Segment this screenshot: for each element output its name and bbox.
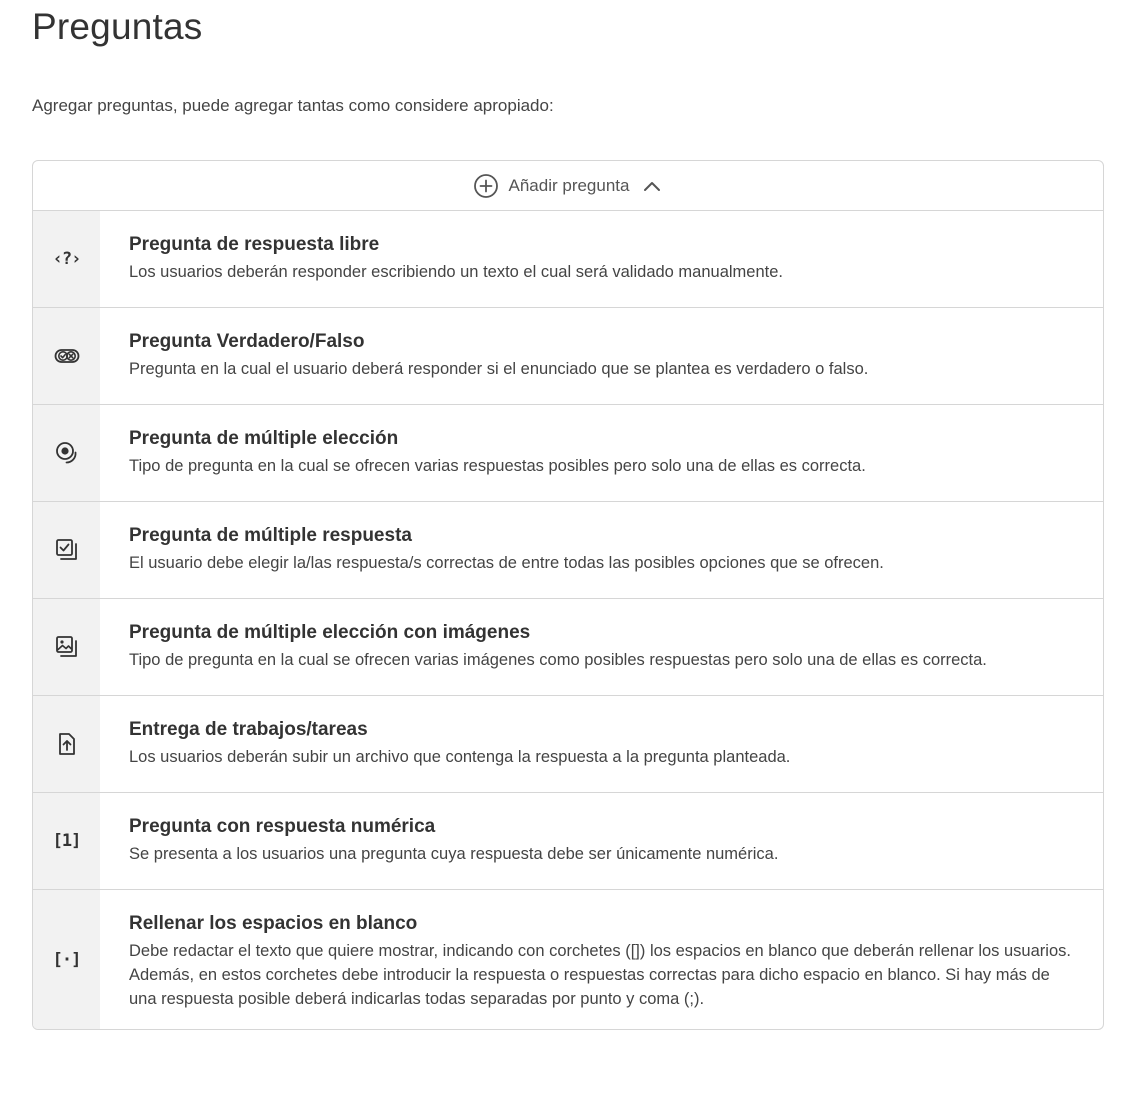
numeric-bracket-icon: [1]	[33, 793, 100, 889]
question-type-multiple-answer[interactable]	[33, 502, 1103, 599]
intro-text: Agregar preguntas, puede agregar tantas como considere apropiado:	[32, 96, 554, 115]
question-type-multiple-choice[interactable]	[33, 405, 1103, 502]
question-types-panel	[32, 160, 1104, 1030]
question-type-description: Tipo de pregunta en la cual se ofrecen varias imágenes como posibles respuestas pero solo una de ellas es correcta.	[129, 651, 987, 669]
question-type-title: Pregunta de múltiple respuesta	[129, 525, 412, 546]
question-type-description: El usuario debe elegir la/las respuesta/s correctas de entre todas las posibles opciones que se ofrecen.	[129, 554, 884, 572]
question-type-description: Debe redactar el texto que quiere mostrar, indicando con corchetes ([]) los espacios en blanco que deberán rellenar los usuarios. Además, en estos corchetes debe introducir la respuesta o respuestas correctas para dicho espacio en blanco. Si hay más de una respuesta posible deberá indicarlas todas separadas por punto y coma (;).	[129, 942, 1071, 1008]
image-stack-icon	[33, 599, 100, 695]
page-title: Preguntas	[32, 6, 203, 47]
question-type-title: Entrega de trabajos/tareas	[129, 719, 368, 740]
question-type-description: Los usuarios deberán responder escribiendo un texto el cual será validado manualmente.	[129, 263, 783, 281]
question-type-free-text[interactable]	[33, 211, 1103, 308]
question-type-description: Tipo de pregunta en la cual se ofrecen varias respuestas posibles pero solo una de ellas es correcta.	[129, 457, 866, 475]
question-type-fill-blanks[interactable]	[33, 890, 1103, 1029]
question-type-title: Pregunta de respuesta libre	[129, 234, 380, 255]
question-type-true-false[interactable]	[33, 308, 1103, 405]
question-type-image-choice[interactable]	[33, 599, 1103, 696]
checkbox-stack-icon	[33, 502, 100, 598]
question-type-description: Pregunta en la cual el usuario deberá responder si el enunciado que se plantea es verdadero o falso.	[129, 360, 869, 378]
question-type-title: Pregunta de múltiple elección con imágenes	[129, 622, 531, 643]
question-type-description: Los usuarios deberán subir un archivo que contenga la respuesta a la pregunta planteada.	[129, 748, 791, 766]
question-type-title: Pregunta de múltiple elección	[129, 428, 399, 449]
question-type-description: Se presenta a los usuarios una pregunta cuya respuesta debe ser únicamente numérica.	[129, 845, 779, 863]
question-type-numeric[interactable]	[33, 793, 1103, 890]
fill-blank-bracket-icon: [·]	[33, 890, 100, 1029]
chevron-up-icon	[641, 175, 663, 197]
radio-stack-icon	[33, 405, 100, 501]
add-question-label: Añadir pregunta	[508, 175, 630, 195]
add-question-toggle[interactable]	[33, 161, 1103, 211]
file-upload-icon	[33, 696, 100, 792]
question-type-title: Rellenar los espacios en blanco	[129, 913, 418, 934]
question-type-title: Pregunta Verdadero/Falso	[129, 331, 365, 352]
plus-circle-icon	[473, 173, 499, 199]
question-type-file-upload[interactable]	[33, 696, 1103, 793]
true-false-icon	[33, 308, 100, 404]
question-type-title: Pregunta con respuesta numérica	[129, 816, 436, 837]
code-question-icon: ‹?›	[33, 211, 100, 307]
